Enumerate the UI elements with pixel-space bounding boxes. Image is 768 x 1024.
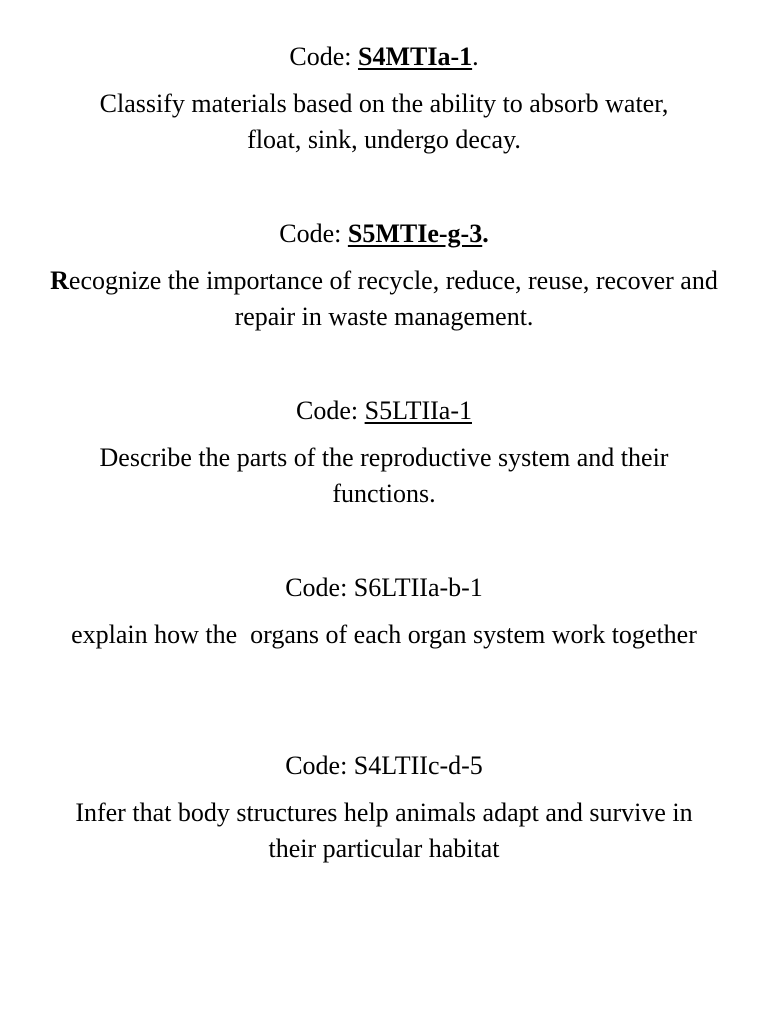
competency-entry-3 [0, 396, 768, 512]
description-text: Classify materials based on the ability to absorb water, float, sink, undergo decay. [99, 89, 669, 154]
competency-description [0, 263, 768, 335]
competency-description [0, 795, 768, 867]
description-text: Infer that body structures help animals adapt and survive in their particular habitat [75, 798, 693, 863]
code-label: Code: [285, 573, 354, 602]
competency-entry-2 [0, 219, 768, 335]
code-value: S5MTIe-g-3 [347, 219, 483, 248]
code-line [0, 396, 768, 426]
code-line [0, 751, 768, 781]
code-value: S5LTIIa-1 [364, 396, 472, 425]
code-value: S6LTIIa-b-1 [353, 573, 483, 602]
code-value: S4MTIa-1 [357, 42, 473, 71]
competency-description [0, 617, 768, 653]
code-line [0, 219, 768, 249]
code-suffix: . [472, 42, 479, 71]
code-label: Code: [285, 751, 354, 780]
code-label: Code: [296, 396, 365, 425]
code-value: S4LTIIc-d-5 [353, 751, 483, 780]
description-lead-letter: R [50, 266, 69, 295]
competency-entry-1 [0, 42, 768, 158]
code-label: Code: [279, 219, 348, 248]
competency-entry-5 [0, 751, 768, 867]
code-line [0, 42, 768, 72]
code-line [0, 573, 768, 603]
competency-description [0, 86, 768, 158]
code-suffix: . [482, 219, 489, 248]
competency-entry-4 [0, 573, 768, 653]
description-text: Describe the parts of the reproductive system and their functions. [99, 443, 669, 508]
description-text: explain how the organs of each organ system work together [71, 620, 697, 649]
competency-description [0, 440, 768, 512]
code-label: Code: [289, 42, 358, 71]
description-text: ecognize the importance of recycle, reduce, reuse, recover and repair in waste management. [68, 266, 718, 331]
